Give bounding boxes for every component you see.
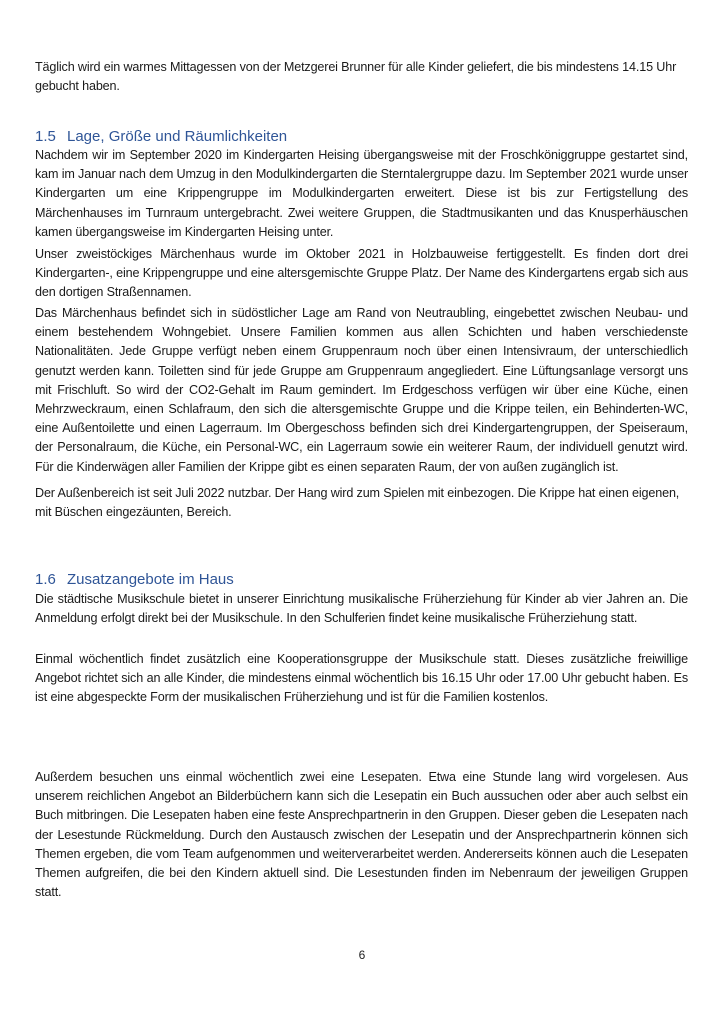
section-title: Zusatzangebote im Haus	[67, 571, 234, 588]
section-number: 1.5	[35, 128, 56, 145]
paragraph: Einmal wöchentlich findet zusätzlich eine Kooperationsgruppe der Musikschule statt. Dieses zusätzliche freiwillige Angebot richtet sich an alle Kinder, die mindestens einmal wöchentlich bis 16.15 Uhr oder 17.00 Uhr gebucht haben. Es ist eine abgespeckte Form der musikalischen Früherziehung und ist für die Familien kostenlos.	[35, 652, 688, 705]
page-number: 6	[358, 948, 366, 962]
section-title: Lage, Größe und Räumlichkeiten	[67, 128, 288, 145]
paragraph: Die städtische Musikschule bietet in unserer Einrichtung musikalische Früherziehung für Kinder ab vier Jahren an. Die Anmeldung erfolgt direkt bei der Musikschule. In den Schulferien findet keine musikalische Früherziehung statt.	[35, 592, 688, 626]
paragraph: Der Außenbereich ist seit Juli 2022 nutzbar. Der Hang wird zum Spielen mit einbezogen. Die Krippe hat einen eigenen, mit Büschen eingezäunten, Bereich.	[35, 486, 680, 520]
paragraph: Nachdem wir im September 2020 im Kindergarten Heising übergangsweise mit der Froschköniggruppe gestartet sind, kam im Januar nach dem Umzug in den Modulkindergarten die Sterntalergruppe dazu. Im September 2021 wurde unser Kindergarten um eine Krippengruppe im Modulkindergarten erweitert. Diese ist bis zur Fertigstellung des Märchenhauses im Turnraum untergebracht. Zwei weitere Gruppen, die Stadtmusikanten und das Knusperhäuschen kamen übergangsweise im Kindergarten Heising unter.	[35, 148, 688, 239]
intro-paragraph: Täglich wird ein warmes Mittagessen von der Metzgerei Brunner für alle Kinder geliefert, die bis mindestens 14.15 Uhr gebucht haben.	[35, 60, 677, 94]
paragraph: Unser zweistöckiges Märchenhaus wurde im Oktober 2021 in Holzbauweise fertiggestellt. Es finden dort drei Kindergarten-, eine Krippengruppe und eine altersgemischte Gruppe Platz. Der Name des Kindergartens ergab sich aus den dortigen Straßennamen.	[35, 247, 688, 300]
section-number: 1.6	[35, 571, 56, 588]
paragraph: Das Märchenhaus befindet sich in südöstlicher Lage am Rand von Neutraubling, eingebettet zwischen Neubau- und einem bestehendem Wohngebiet. Unsere Familien kommen aus allen Schichten und haben verschiedenste Nationalitäten. Jede Gruppe verfügt neben einem Gruppenraum noch über einen Intensivraum, der unterschiedlich genutzt werden kann. Toiletten sind für jede Gruppe am Gruppenraum angegliedert. Eine Lüftungsanlage versorgt uns mit Frischluft. So wird der CO2-Gehalt im Raum gemindert. Im Erdgeschoss verfügen wir über eine Küche, einen Mehrzweckraum, einen Schlafraum, den sich die altersgemischte Gruppe und die Krippe teilen, ein Behinderten-WC, eine Außentoilette und einen Lagerraum. Im Obergeschoss befinden sich drei Kindergartengruppen, der Speiseraum, der Personalraum, die Küche, ein Personal-WC, ein Lagerraum sowie ein weiterer Raum, der individuell genutzt wird. Für die Kinderwägen aller Familien der Krippe gibt es einen separaten Raum, der von außen zugänglich ist.	[35, 306, 688, 474]
section-heading-1-5	[35, 127, 287, 147]
paragraph: Außerdem besuchen uns einmal wöchentlich zwei eine Lesepaten. Etwa eine Stunde lang wird vorgelesen. Aus unserem reichlichen Angebot an Bilderbüchern kann sich die Lesepatin ein Buch aussuchen oder aber auch selbst ein Buch mitbringen. Die Lesepaten haben eine feste Ansprechpartnerin in den Gruppen. Dieser geben die Lesepaten nach der Lesestunde Rückmeldung. Durch den Austausch zwischen der Lesepatin und der Ansprechpartnerin können sich Themen ergeben, die vom Team aufgenommen und weiterverarbeitet werden. Andererseits können auch die Lesepaten Themen aufgreifen, die bei den Kindern aktuell sind. Die Lesestunden finden im Nebenraum der jeweiligen Gruppen statt.	[35, 770, 688, 900]
section-heading-1-6	[35, 570, 234, 590]
